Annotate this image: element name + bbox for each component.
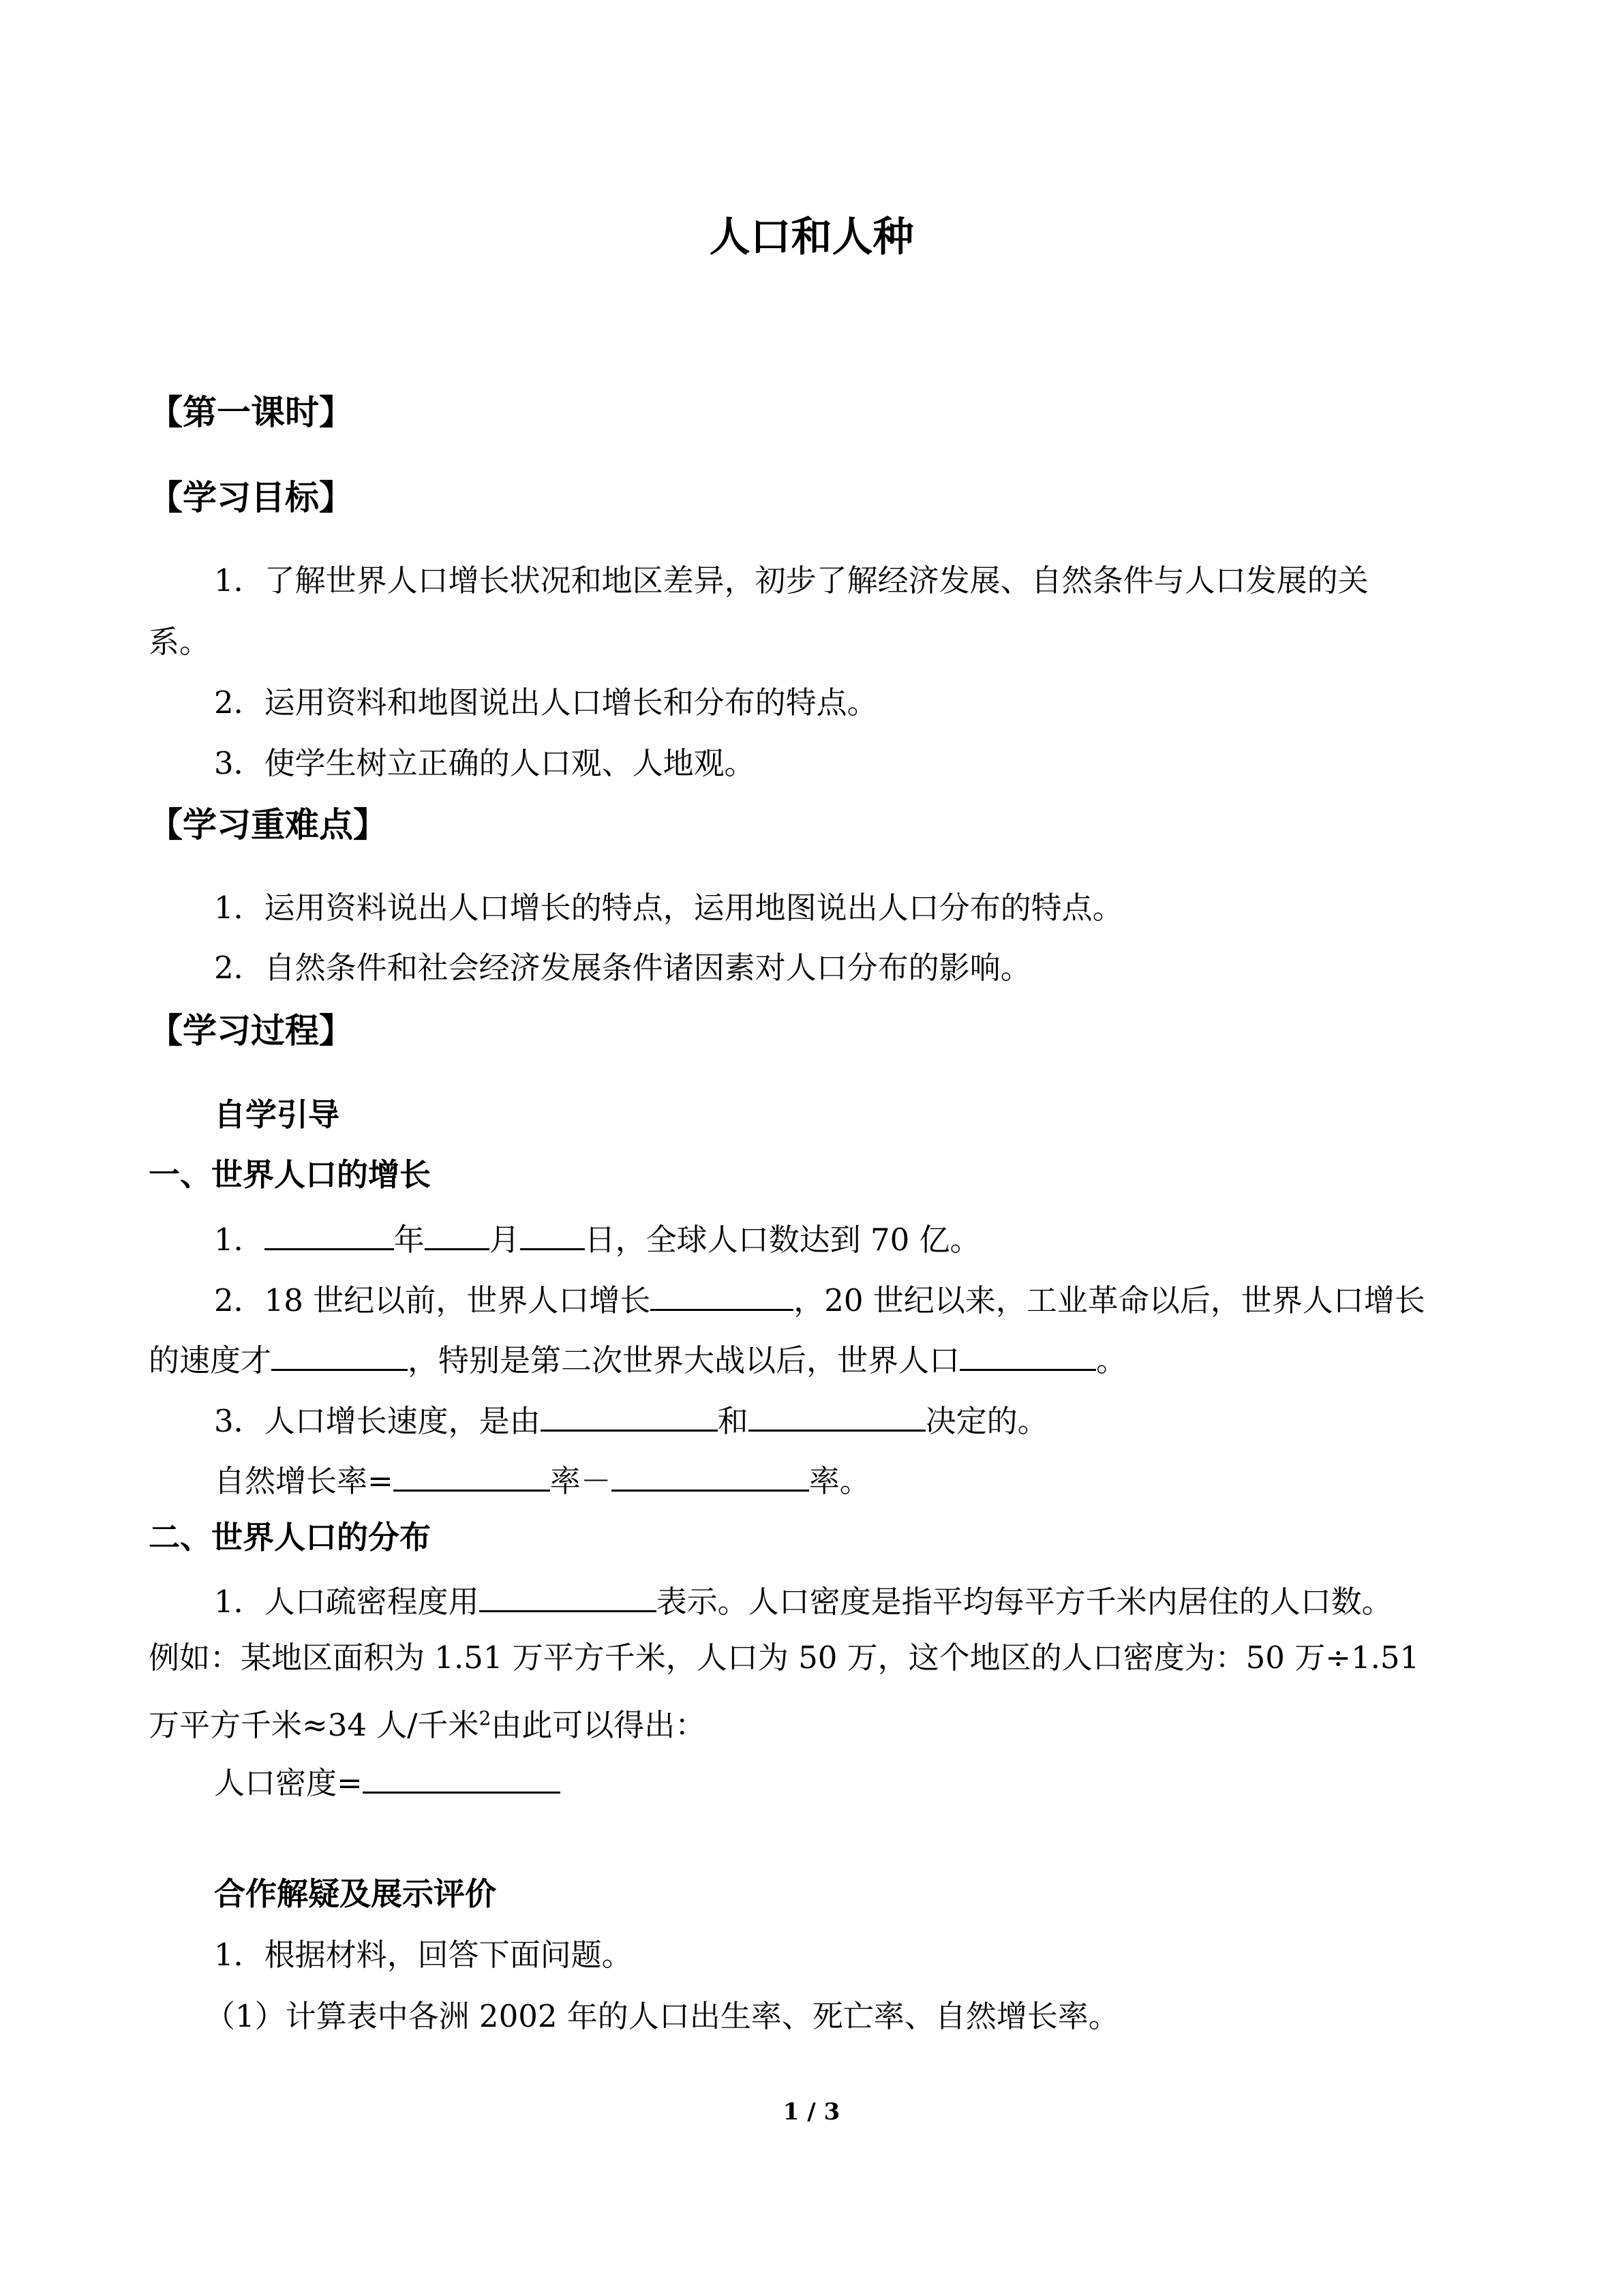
blank-factor-1[interactable] — [541, 1397, 718, 1432]
s1-q2-part-e: 。 — [1096, 1342, 1127, 1378]
s2-question-1-result — [149, 1698, 1485, 1746]
key-point-2: 2．自然条件和社会经济发展条件诸因素对人口分布的影响。 — [214, 950, 1031, 986]
s1-question-2 — [214, 1276, 1550, 1321]
blank-rate-2[interactable] — [611, 1457, 809, 1492]
s2-question-1 — [214, 1577, 1550, 1622]
formula-part-a: 自然增长率= — [214, 1463, 393, 1499]
objective-2: 2．运用资料和地图说出人口增长和分布的特点。 — [214, 684, 878, 721]
density-formula — [214, 1759, 1550, 1804]
blank-growth-before[interactable] — [650, 1276, 793, 1311]
self-study-heading: 自学引导 — [214, 1096, 339, 1133]
blank-density-term[interactable] — [479, 1577, 656, 1612]
key-point-1: 1．运用资料说出人口增长的特点，运用地图说出人口分布的特点。 — [214, 890, 1123, 926]
blank-factor-2[interactable] — [748, 1397, 926, 1432]
natural-growth-formula — [214, 1457, 1550, 1502]
s2-q1-part-b: 表示。人口密度是指平均每平方千米内居住的人口数。 — [656, 1584, 1393, 1620]
blank-growth-after-ww2[interactable] — [960, 1336, 1096, 1371]
section1-heading: 一、世界人口的增长 — [149, 1156, 431, 1193]
s1-q1-rest: 日，全球人口数达到 70 亿。 — [584, 1222, 981, 1258]
s2-q1-part-e: 由此可以得出： — [491, 1707, 706, 1743]
blank-month[interactable] — [425, 1215, 489, 1250]
s1-q2-part-c: 的速度才 — [149, 1342, 272, 1378]
blank-rate-1[interactable] — [393, 1457, 550, 1492]
objective-1-continued: 系。 — [149, 624, 211, 660]
objective-3: 3．使学生树立正确的人口观、人地观。 — [214, 745, 755, 781]
section2-heading: 二、世界人口的分布 — [149, 1519, 431, 1556]
blank-day[interactable] — [520, 1215, 585, 1250]
blank-year[interactable] — [264, 1215, 394, 1250]
key-points-heading: 【学习重难点】 — [149, 805, 387, 845]
s1-q2-part-a: 2．18 世纪以前，世界人口增长 — [214, 1282, 651, 1318]
s1-q1-month: 月 — [489, 1222, 520, 1258]
cooperation-heading: 合作解疑及展示评价 — [214, 1875, 496, 1912]
s1-q3-part-b: 和 — [717, 1403, 748, 1439]
s1-q3-part-a: 3．人口增长速度，是由 — [214, 1403, 541, 1439]
s1-q2-part-d: ，特别是第二次世界大战以后，世界人口 — [408, 1342, 960, 1378]
s1-question-3 — [214, 1397, 1550, 1442]
formula-part-c: 率。 — [808, 1463, 870, 1499]
blank-growth-speed[interactable] — [271, 1336, 408, 1371]
lesson-heading: 【第一课时】 — [149, 393, 353, 432]
s1-q1-prefix: 1． — [214, 1222, 264, 1258]
coop-question-1-1: （1）计算表中各洲 2002 年的人口出生率、死亡率、自然增长率。 — [204, 1998, 1119, 2034]
s1-q1-year: 年 — [393, 1222, 425, 1258]
objective-1: 1．了解世界人口增长状况和地区差异，初步了解经济发展、自然条件与人口发展的关 — [214, 562, 1369, 599]
page-title: 人口和人种 — [709, 213, 914, 261]
s2-q1-part-d: 万平方千米≈34 人/千米 — [149, 1707, 479, 1743]
s1-q2-part-b: ，20 世纪以来，工业革命以后，世界人口增长 — [793, 1282, 1425, 1318]
superscript-2: 2 — [479, 1707, 491, 1729]
s1-q3-part-c: 决定的。 — [925, 1403, 1048, 1439]
page-number: 1 / 3 — [783, 2098, 840, 2126]
formula-part-b: 率－ — [549, 1463, 611, 1499]
density-label: 人口密度= — [214, 1765, 363, 1801]
process-heading: 【学习过程】 — [149, 1011, 353, 1051]
objectives-heading: 【学习目标】 — [149, 478, 353, 517]
s2-q1-part-a: 1．人口疏密程度用 — [214, 1584, 479, 1620]
coop-question-1: 1．根据材料，回答下面问题。 — [214, 1937, 633, 1973]
s1-question-2-continued — [149, 1336, 1485, 1381]
blank-density-formula[interactable] — [363, 1759, 560, 1794]
s1-question-1 — [214, 1215, 1550, 1260]
s2-question-1-example: 例如：某地区面积为 1.51 万平方千米，人口为 50 万，这个地区的人口密度为：50 万÷1.51 — [149, 1640, 1420, 1676]
